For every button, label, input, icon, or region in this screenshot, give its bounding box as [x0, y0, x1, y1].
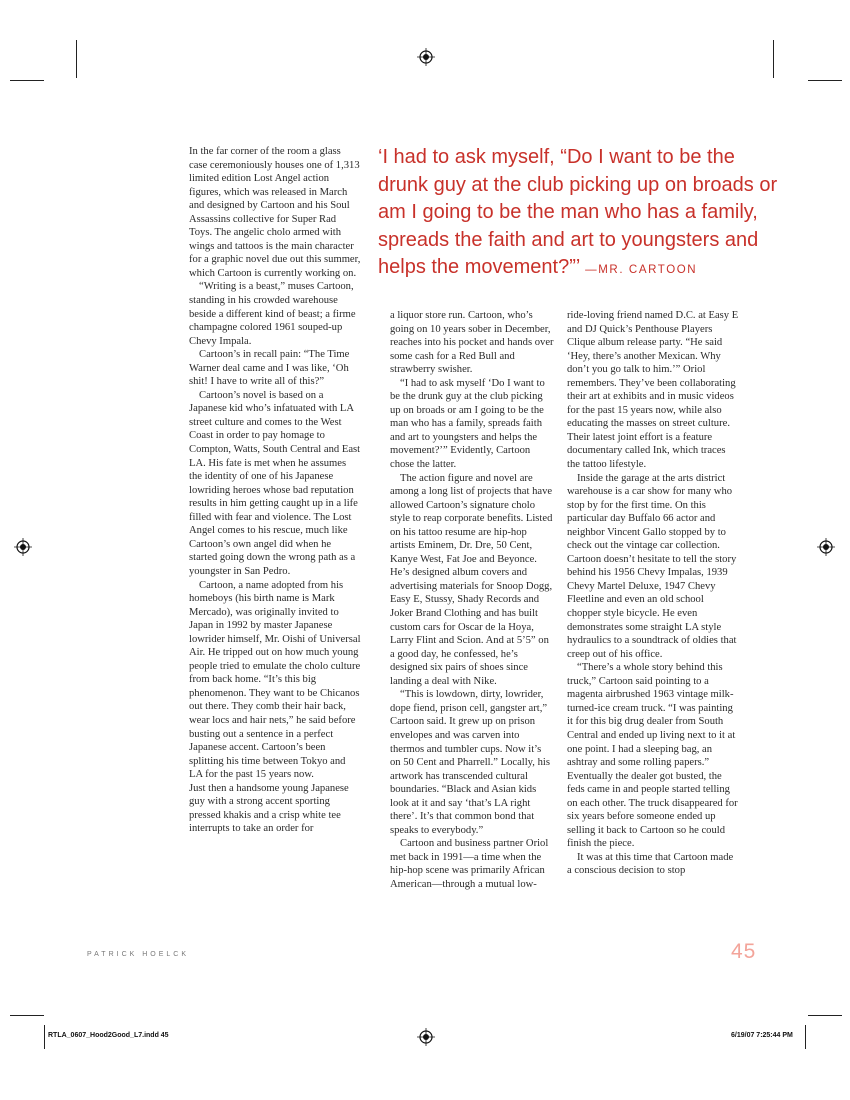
registration-mark-left-icon	[14, 538, 32, 556]
paragraph: a liquor store run. Cartoon, who’s going on 10 years sober in December, reaches into his pocket and hands over some cash for a Red Bull and strawberry swisher.	[390, 310, 554, 376]
crop-mark-bottom-left	[10, 1015, 44, 1016]
paragraph: Cartoon’s in recall pain: “The Time Warner deal came and I was like, ‘Oh shit! I have to write all of this?”	[189, 349, 350, 388]
article-column-2	[390, 309, 554, 892]
paragraph: The action figure and novel are among a long list of projects that have allowed Cartoon’s signature cholo style to reap corporate benefits. Listed on his tattoo resume are hip-hop artists Eminem, Dr. Dre, 50 Cent, Kanye West, Fat Joe and Beyonce. He’s designed album covers and advertising materials for Snoop Dogg, Easy E, Stussy, Shady Records and Joker Brand Clothing and has built custom cars for Oscar de la Hoya, Larry Flint and Scion. And at 5’5” on a good day, he confessed, he’s designed six pairs of shoes since landing a deal with Nike.	[390, 472, 553, 687]
crop-mark-top-right-h	[808, 80, 842, 81]
paragraph: Cartoon’s novel is based on a Japanese kid who’s infatuated with LA street culture and comes to the West Coast in order to pay homage to Compton, Watts, South Central and East LA. His fate is met when he assumes the identity of one of his Japanese lowriding heroes whose bad reputation results in him getting caught up in a life filled with fear and violence. The Lost Angel comes to his rescue, much like Cartoon’s own angel did when he started going down the wrong path as a youngster in San Pedro.	[189, 389, 361, 577]
paragraph: Cartoon and business partner Oriol met back in 1991—a time when the hip-hop scene was primarily African American—through a mutual low-	[390, 838, 549, 890]
pull-quote-attribution: —MR. CARTOON	[585, 264, 698, 276]
paragraph: It was at this time that Cartoon made a conscious decision to stop	[567, 851, 734, 877]
crop-mark-top-left-h	[10, 80, 44, 81]
crop-mark-bottom-right-v	[805, 1025, 806, 1049]
print-slug-timestamp: 6/19/07 7:25:44 PM	[731, 1032, 793, 1039]
print-slug-filename: RTLA_0607_Hood2Good_L7.indd 45	[48, 1032, 169, 1039]
photo-credit: PATRICK HOELCK	[87, 951, 190, 958]
paragraph: “There’s a whole story behind this truck,” Cartoon said pointing to a magenta airbrushed 1963 vintage milk-turned-ice cream truck. “I was painting it for this big drug dealer from South Central and ended up living next to it at one point. I had a sleeping bag, an ashtray and some rolling papers.” Eventually the dealer got busted, the feds came in and people started telling on each other. The truck disappeared for six years before someone ended up selling it back to Cartoon so he could finish the piece.	[567, 662, 738, 850]
paragraph: Just then a handsome young Japanese guy with a strong accent sporting pressed khakis and a crisp white tee interrupts to take an order for	[189, 782, 349, 835]
paragraph: “Writing is a beast,” muses Cartoon, standing in his crowded warehouse beside a different kind of beast; a firme champagne colored 1961 souped-up Chevy Impala.	[189, 281, 356, 347]
paragraph: “This is lowdown, dirty, lowrider, dope fiend, prison cell, gangster art,” Cartoon said. It grew up on prison envelopes and was carven into thermos and tumbler cups. Now it’s on 50 Cent and Pharrell.” Locally, his artwork has transcended cultural boundaries. “Black and Asian kids look at it and say ‘that’s LA right there’. It’s that common bond that speaks to everybody.”	[390, 689, 550, 836]
page-number: 45	[731, 940, 757, 963]
paragraph: Inside the garage at the arts district warehouse is a car show for many who stop by for the first time. On this particular day Buffalo 66 actor and neighbor Vincent Gallo stopped by to check out the vintage car collection. Cartoon doesn’t hesitate to tell the story behind his 1956 Chevy Impalas, 1939 Chevy Martel Deluxe, 1947 Chevy Fleetline and even an old school chopper style bicycle. He even demonstrates some straight LA style hydraulics to a soundtrack of oldies that creep out of his office.	[567, 472, 737, 660]
registration-mark-bottom-icon	[417, 1028, 435, 1046]
crop-mark-bottom-right	[808, 1015, 842, 1016]
crop-mark-top-right	[773, 40, 774, 78]
pull-quote	[378, 144, 778, 285]
article-column-1	[189, 145, 361, 836]
paragraph: In the far corner of the room a glass case ceremoniously houses one of 1,313 limited edition Lost Angel action figures, which was released in March and designed by Cartoon and his Soul Assassins collective for Super Rad Toys. The angelic cholo armed with wings and tattoos is the main character for a graphic novel due out this summer, which Cartoon is currently working on.	[189, 146, 361, 279]
pull-quote-text: ‘I had to ask myself, “Do I want to be the drunk guy at the club picking up on broads or am I going to be the man who has a family, spreads the faith and art to youngsters and helps the movement?”’	[378, 146, 778, 278]
article-column-3	[567, 309, 739, 878]
registration-mark-top-icon	[417, 48, 435, 66]
crop-mark-bottom-left-v	[44, 1025, 45, 1049]
paragraph: Cartoon, a name adopted from his homeboys (his birth name is Mark Mercado), was originally invited to Japan in 1992 by master Japanese lowrider himself, Mr. Oishi of Universal Air. He tripped out on how much young people tried to emulate the cholo culture from back home. “It’s this big phenomenon. They want to be Chicanos out there. They comb their hair back, wear locs and hair nets,” he said before busting out a sentence in a perfect Japanese accent. Cartoon’s been splitting his time between Tokyo and LA for the past 15 years now.	[189, 579, 361, 781]
registration-mark-right-icon	[817, 538, 835, 556]
paragraph: “I had to ask myself ‘Do I want to be the drunk guy at the club picking up on broads or am I going to be the man who has a family, spreads faith and art to youngsters and helps the movement?’” Evidently, Cartoon chose the latter.	[390, 377, 545, 471]
paragraph: ride-loving friend named D.C. at Easy E and DJ Quick’s Penthouse Players Clique album release party. “He said ‘Hey, there’s another Mexican. Why don’t you go talk to him.’” Oriol remembers. They’ve been collaborating their art at exhibits and in music videos for the past 15 years now, while also educating the masses on street culture. Their latest joint effort is a feature documentary called Ink, which traces the tattoo lifestyle.	[567, 310, 739, 471]
crop-mark-top-left	[76, 40, 77, 78]
